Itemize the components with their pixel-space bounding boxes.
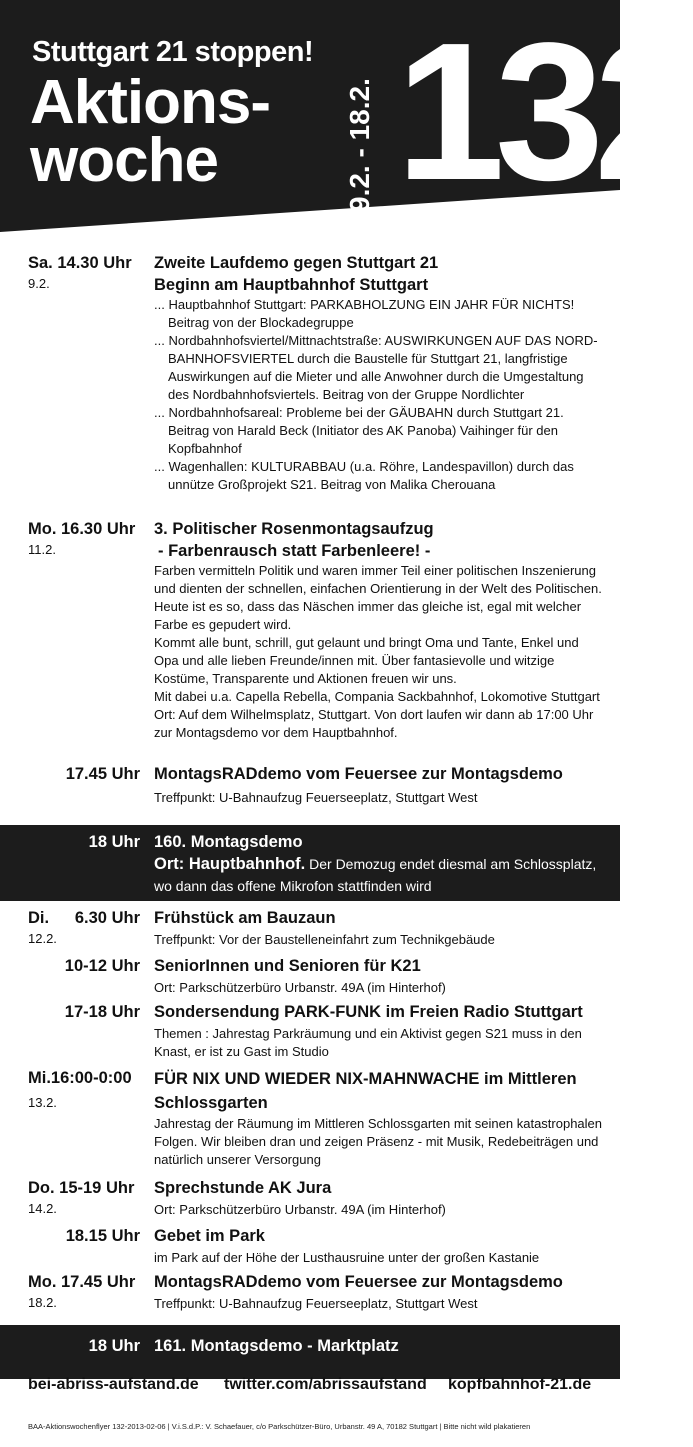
entry-date: 13.2. (28, 1095, 57, 1110)
entry-time: Sa. 14.30 Uhr (28, 254, 132, 272)
header-subtitle: Stuttgart 21 stoppen! (32, 36, 314, 68)
entry-bullet: ... Nordbahnhofsviertel/Mittnachtstraße: AUSWIRKUNGEN AUF DAS NORD-BAHNHOFSVIERTEL durch die Baustelle für Stuttgart 21, langfristige Auswirkungen auf die Mieter und alle Anwohner durch die Umgestaltung des Nordbahnhofsviertels. Beitrag von der Gruppe Nordlichter (154, 333, 598, 402)
entry-date: 14.2. (28, 1201, 57, 1216)
entry-subtitle: - Farbenrausch statt Farbenleere! - (158, 542, 431, 560)
schedule-entry (0, 518, 620, 763)
entry-text: Treffpunkt: U-Bahnaufzug Feuerseeplatz, Stuttgart West (154, 1296, 478, 1311)
entry-bullet: ... Hauptbahnhof Stuttgart: PARKABHOLZUNG EIN JAHR FÜR NICHTS! Beitrag von der Blockadegruppe (154, 297, 575, 330)
entry-paragraph: Farben vermitteln Politik und waren immer Teil einer politischen Inszenierung und dienten der schnellen, einfachen Orientierung in der Welt des Politischen. Heute ist es so, dass das Näschen immer das gleiche ist, egal mit welcher Farbe es gepudert wird. (154, 563, 602, 632)
footer-link-website[interactable]: bei-abriss-aufstand.de (28, 1376, 199, 1393)
header-number: 132 (396, 2, 693, 221)
entry-paragraph: Mit dabei u.a. Capella Rebella, Compania Sackbahnhof, Lokomotive Stuttgart Ort: Auf dem Wilhelmsplatz, Stuttgart. Von dort laufen wir dann ab 17:00 Uhr zur Montagsdemo vor dem Hauptbahnhof. (154, 689, 600, 740)
entry-time: 18 Uhr (88, 833, 140, 851)
schedule-entry (0, 252, 620, 518)
schedule-entry-highlight (0, 1325, 620, 1379)
entry-title: Zweite Laufdemo gegen Stuttgart 21 (154, 254, 439, 272)
header-dates: 9.2. - 18.2. (344, 78, 375, 212)
schedule-entry (0, 955, 620, 1001)
entry-title: 160. Montagsdemo (154, 833, 303, 851)
header-title-line2: woche (30, 126, 218, 195)
schedule-entry (0, 1225, 620, 1271)
entry-time: 18 Uhr (88, 1337, 140, 1355)
entry-text: Treffpunkt: U-Bahnaufzug Feuerseeplatz, Stuttgart West (154, 790, 478, 805)
entry-time: Mi.16:00-0:00 (28, 1069, 132, 1087)
footer-links (0, 1376, 620, 1400)
entry-text: Themen : Jahrestag Parkräumung und ein Aktivist gegen S21 muss in den Knast, er ist zu Gast im Studio (154, 1026, 582, 1059)
schedule (0, 252, 620, 1379)
entry-paragraph: Kommt alle bunt, schrill, gut gelaunt und bringt Oma und Tante, Enkel und Opa und alle lieben Freunde/innen mit. Über fantasievolle und witzige Kostüme, Transparente und Aktionen freuen wir uns. (154, 635, 579, 686)
schedule-entry (0, 763, 620, 815)
entry-text: im Park auf der Höhe der Lusthausruine unter der großen Kastanie (154, 1250, 540, 1265)
entry-text: Treffpunkt: Vor der Baustelleneinfahrt zum Technikgebäude (154, 932, 495, 947)
entry-time: 18.15 Uhr (65, 1227, 140, 1245)
entry-date: 18.2. (28, 1295, 57, 1310)
entry-text: Jahrestag der Räumung im Mittleren Schlossgarten mit seinen katastrophalen Folgen. Wir bleiben dran und zeigen Präsenz - mit Musik, Redebeiträgen und natürlich unserer Versorgung (154, 1116, 603, 1167)
schedule-entry (0, 907, 620, 955)
entry-time: Mo. 16.30 Uhr (28, 520, 136, 538)
entry-title: MontagsRADdemo vom Feuersee zur Montagsdemo (154, 1273, 563, 1291)
entry-date: 12.2. (28, 931, 57, 946)
entry-day: Di. (28, 909, 50, 927)
schedule-entry (0, 1271, 620, 1317)
entry-date: 9.2. (28, 276, 50, 291)
entry-time: Do. 15-19 Uhr (28, 1179, 135, 1197)
schedule-entry (0, 1001, 620, 1067)
entry-title: Frühstück am Bauzaun (154, 909, 336, 927)
entry-title: Gebet im Park (154, 1227, 265, 1245)
entry-title: MontagsRADdemo vom Feuersee zur Montagsdemo (154, 765, 563, 783)
entry-time: 6.30 Uhr (74, 909, 140, 927)
entry-date: 11.2. (28, 542, 56, 557)
entry-text: Ort: Parkschützerbüro Urbanstr. 49A (im Hinterhof) (154, 1202, 446, 1217)
schedule-entry (0, 1067, 620, 1177)
entry-time: 17.45 Uhr (65, 765, 140, 783)
entry-title: 3. Politischer Rosenmontagsaufzug (154, 520, 434, 538)
header-title (30, 68, 330, 195)
entry-title: SeniorInnen und Senioren für K21 (154, 957, 421, 975)
entry-text: Ort: Parkschützerbüro Urbanstr. 49A (im Hinterhof) (154, 980, 446, 995)
entry-title: FÜR NIX UND WIEDER NIX-MAHNWACHE im Mittleren Schlossgarten (154, 1070, 577, 1112)
entry-title: 161. Montagsdemo - Marktplatz (154, 1337, 399, 1355)
entry-time: 10-12 Uhr (64, 957, 140, 975)
footer-link-twitter[interactable]: twitter.com/abrissaufstand (224, 1376, 427, 1393)
entry-location: Ort: Hauptbahnhof. (154, 855, 306, 873)
entry-title: Sprechstunde AK Jura (154, 1179, 332, 1197)
entry-bullet: ... Nordbahnhofsareal: Probleme bei der GÄUBAHN durch Stuttgart 21. Beitrag von Harald Beck (Initiator des AK Panoba) Vaihinger für den Kopfbahnhof (154, 405, 564, 456)
schedule-entry (0, 1177, 620, 1225)
entry-text: Der Demozug endet diesmal am Schlossplatz, wo dann das offene Mikrofon stattfinden wird (154, 856, 597, 894)
schedule-entry-highlight (0, 825, 620, 901)
entry-bullet: ... Wagenhallen: KULTURABBAU (u.a. Röhre, Landespavillon) durch das unnütze Großprojekt S21. Beitrag von Malika Cherouana (154, 459, 574, 492)
header (0, 0, 693, 240)
footer-imprint: BAA-Aktionswochenflyer 132-2013-02-06 | V.i.S.d.P.: V. Schaefauer, c/o Parkschützer-Büro, Urbanstr. 49 A, 70182 Stuttgart | Bitte nicht wild plakatieren (28, 1422, 531, 1431)
footer-link-kopfbahnhof[interactable]: kopfbahnhof-21.de (448, 1376, 592, 1393)
entry-time: 17-18 Uhr (64, 1003, 140, 1021)
entry-title: Sondersendung PARK-FUNK im Freien Radio Stuttgart (154, 1003, 583, 1021)
entry-subtitle: Beginn am Hauptbahnhof Stuttgart (154, 276, 429, 294)
header-title-line1: Aktions- (30, 68, 270, 137)
entry-time: Mo. 17.45 Uhr (28, 1273, 136, 1291)
